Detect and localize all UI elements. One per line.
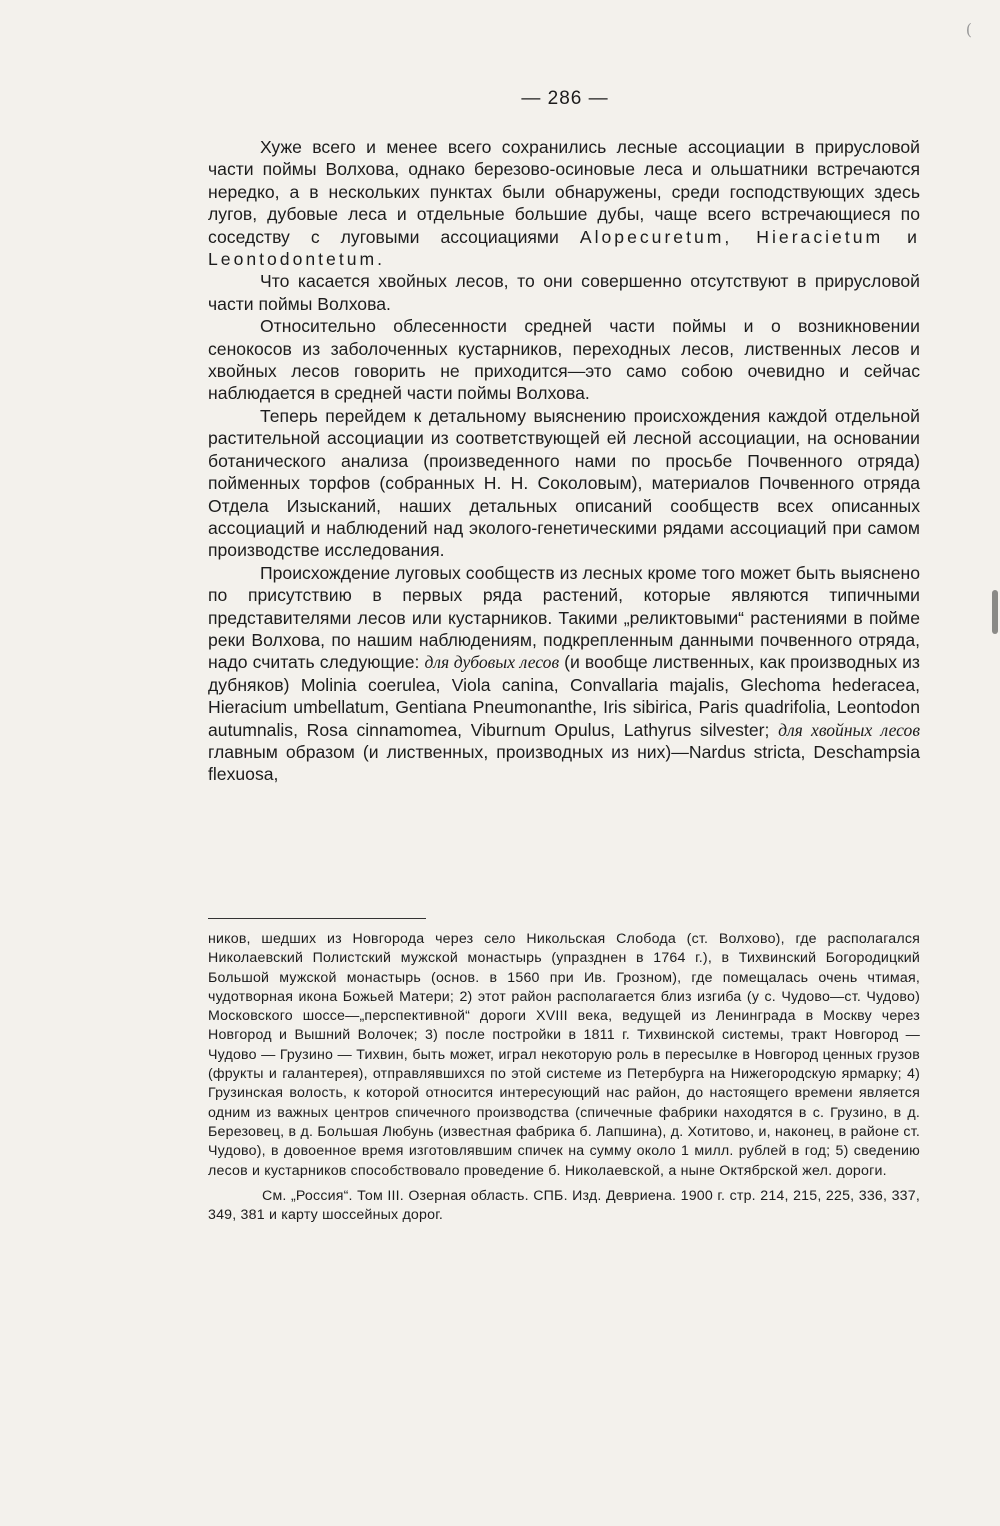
paragraph-text: главным образом (и лиственных, производных из них)—Nardus stricta, Deschampsia flexuosa, — [208, 741, 920, 785]
footnote-source: См. „Россия“. Том III. Озерная область. СПБ. Изд. Девриена. 1900 г. стр. 214, 215, 225, 336, 337, 349, 381 и карту шоссейных дорог. — [208, 1187, 920, 1224]
paragraph: Относительно облесенности средней части поймы и о возникновении сенокосов из заболоченных кустарников, переходных лесов, лиственных лесов и хвойных лесов говорить не приходится—это само собою очевидно и сейчас наблюдается в средней части поймы Волхова. — [208, 316, 920, 404]
paragraph: Теперь перейдем к детальному выяснению происхождения каждой отдельной растительной ассоциации из соответствующей ей лесной ассоциации, на основании ботанического анализа (произведенного нами по просьбе Почвенного отряда) пойменных торфов (собранных Н. Н. Соколовым), материалов Почвенного отряда Отдела Изысканий, наших детальных описаний сообществ всех описанных ассоциаций и наблюдений над эколого-генетическими рядами ассоциаций при самом производстве исследования. — [208, 405, 920, 561]
paragraph-text: Хуже всего и менее всего сохранились лесные ассоциации в прирусловой части поймы Волхова, однако березово-осиновые леса и ольшатники встречаются нередко, а в нескольких пунктах были обнаружены, среди господствующих здесь лугов, дубовые леса и отдельные большие дубы, чаще всего встречающиеся по соседству с луговыми ассоциациями — [208, 137, 920, 247]
paragraph-text: (и вообще лиственных, как производных из дубняков) Molinia coerulea, Viola canina, Convallaria majalis, Glechoma hederacea, Hieracium umbellatum, Gentiana Pneumonanthe, Iris sibirica, Paris quadrifolia, Leontodon autumnalis, Rosa cinnamomea, Viburnum Opulus, Lathyrus silvester; — [208, 652, 920, 740]
footnote-divider — [208, 918, 426, 919]
latin-association-names: Alopecuretum, Hieracietum и Leontodontetum — [208, 226, 920, 270]
footnotes — [208, 930, 920, 1225]
italic-phrase: для дубовых лесов — [424, 652, 560, 673]
margin-mark: ( — [965, 20, 972, 39]
footnote-text: ников, шедших из Новгорода через село Никольская Слобода (ст. Волхово), где располагался Николаевский Полистский мужской монастырь (упразднен в 1764 г.), в Тихвинский Богородицкий Большой мужской монастырь (основ. в 1560 при Ив. Грозном), где помещалась очень чтимая, чудотворная икона Божьей Матери; 2) этот район располагается близ изгиба (у с. Чудово—ст. Чудово) Московского шоссе—„перспективной“ дороги XVIII века, ведущей из Ленинграда в Москву через Новгород и Вышний Волочек; 3) после постройки в 1811 г. Тихвинской системы, тракт Новгород — Чудово — Грузино — Тихвин, быть может, играл некоторую роль в пересылке в Новгород ценных грузов (фрукты и галантерея), отправлявшихся по этой системе из Петербурга на Нижегородскую ярмарку; 4) Грузинская волость, к которой относится интересующий нас район, до настоящего времени является одним из важных центров спичечного производства (спичечные фабрики находятся в с. Грузино, в д. Березовец, в д. Большая Любунь (известная фабрика б. Лапшина), д. Хотитово, и, наконец, в районе ст. Чудово), в довоенное время изготовлявшим спичек на сумму около 1 милл. рублей в год; 5) сведению лесов и кустарников способствовало проведение б. Николаевской, а ныне Октябрской жел. дороги. — [208, 931, 920, 1179]
main-text — [208, 136, 920, 786]
paragraph: Что касается хвойных лесов, то они совершенно отсутствуют в прирусловой части поймы Волхова. — [208, 271, 920, 314]
paragraph-text: Происхождение луговых сообществ из лесных кроме того может быть выяснено по присутствию в первых ряда растений, которые являются типичными представителями лесов или кустарников. Такими „реликтовыми“ растениями в пойме реки Волхова, по нашим наблюдениям, подкрепленным данными почвенного отряда, надо считать следующие: — [208, 562, 920, 673]
page-edge-mark — [992, 590, 998, 634]
page-number: — 286 — — [521, 88, 609, 109]
italic-phrase: для хвойных лесов — [778, 719, 920, 740]
paragraph — [208, 562, 920, 786]
paragraph — [208, 136, 920, 270]
paragraph-text: . — [377, 249, 383, 270]
